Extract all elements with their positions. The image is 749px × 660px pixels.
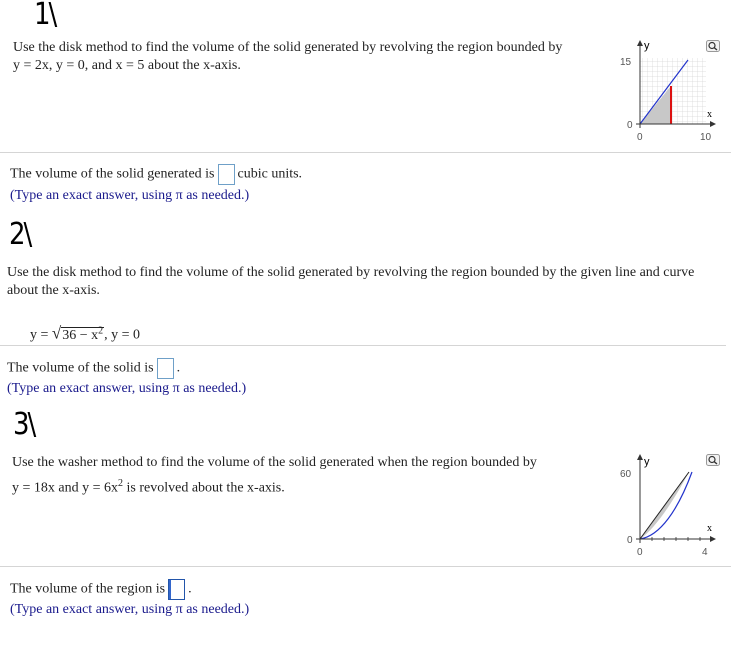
- problem3-hint: (Type an exact answer, using π as needed.): [10, 602, 250, 617]
- problem2-answer-row: [7, 358, 180, 379]
- problem1-question: [13, 39, 603, 75]
- problem3-answer-suffix: .: [188, 581, 192, 597]
- problem3-y-zero: 0: [627, 535, 633, 546]
- problem2-answer-suffix: .: [176, 360, 181, 376]
- problem2-question-line1: Use the disk method to find the volume of the solid generated by revolving the region bounded by the given line and curve: [7, 265, 695, 280]
- problem2-answer-input[interactable]: [157, 358, 174, 379]
- problem2-eq-suffix: , y = 0: [104, 327, 141, 343]
- problem2-hint: (Type an exact answer, using π as needed.): [7, 381, 247, 396]
- problem1-question-line1: Use the disk method to find the volume of the solid generated by revolving the region bounded by: [13, 40, 563, 55]
- problem1-answer-input[interactable]: [218, 164, 235, 185]
- problem3-x-tick: 4: [702, 547, 708, 558]
- problem-number-3: 3\: [13, 407, 35, 443]
- problem2-eq-radicand-wrap: [61, 327, 104, 343]
- problem3-answer-input[interactable]: [168, 579, 185, 600]
- divider: [0, 152, 731, 153]
- problem1-y-arrow: [637, 40, 643, 46]
- problem3-question-line2-a: y = 18x and y = 6x: [12, 480, 119, 496]
- problem3-x-tick0: 0: [637, 547, 643, 558]
- problem1-answer-prefix: The volume of the solid generated is: [10, 166, 215, 182]
- problem3-question-line2-exp: 2: [118, 478, 124, 489]
- zoom-icon[interactable]: [706, 454, 720, 466]
- problem1-question-line2: y = 2x, y = 0, and x = 5 about the x-axis.: [13, 58, 241, 73]
- problem3-x-arrow: [710, 536, 716, 542]
- problem1-x-tick: 10: [700, 132, 712, 143]
- problem3-y-arrow: [637, 454, 643, 460]
- problem-number-2: 2\: [9, 217, 31, 253]
- problem2-question-line2: about the x-axis.: [7, 283, 100, 298]
- problem2-answer-prefix: The volume of the solid is: [7, 360, 154, 376]
- problem3-x-label: x: [707, 523, 712, 534]
- problem3-question-line2-b: is revolved about the x-axis.: [123, 480, 285, 496]
- problem3-graph[interactable]: [612, 450, 722, 560]
- problem1-y-tick: 15: [620, 57, 632, 68]
- problem3-answer-row: [10, 579, 192, 600]
- problem1-x-label: x: [707, 109, 712, 120]
- problem1-hint: (Type an exact answer, using π as needed.): [10, 188, 250, 203]
- problem2-eq-prefix: y =: [30, 327, 49, 343]
- problem-number-1: 1\: [34, 0, 56, 33]
- problem2-eq-exp: 2: [98, 325, 104, 336]
- sqrt-symbol: √: [51, 323, 62, 343]
- problem1-answer-row: [10, 164, 302, 185]
- problem3-question-line1: Use the washer method to find the volume of the solid generated when the region bounded by: [12, 455, 537, 470]
- problem1-x-tick0: 0: [637, 132, 643, 143]
- zoom-icon[interactable]: [706, 40, 720, 52]
- problem1-graph[interactable]: [612, 36, 722, 146]
- problem2-eq-radicand: 36 − x: [62, 327, 99, 343]
- problem3-question-line2: [12, 475, 602, 498]
- problem1-y-zero: 0: [627, 120, 633, 131]
- problem3-line: [640, 472, 689, 539]
- problem3-y-label: y: [644, 456, 650, 468]
- divider: [0, 345, 726, 346]
- problem3-y-tick: 60: [620, 469, 632, 480]
- problem1-y-label: y: [644, 40, 650, 52]
- problem1-answer-suffix: cubic units.: [237, 166, 303, 182]
- problem3-answer-prefix: The volume of the region is: [10, 581, 166, 597]
- problem2-equation: [30, 322, 140, 345]
- problem2-question: [7, 264, 737, 300]
- problem3-question: [12, 454, 602, 498]
- divider: [0, 566, 731, 567]
- problem1-x-arrow: [710, 121, 716, 127]
